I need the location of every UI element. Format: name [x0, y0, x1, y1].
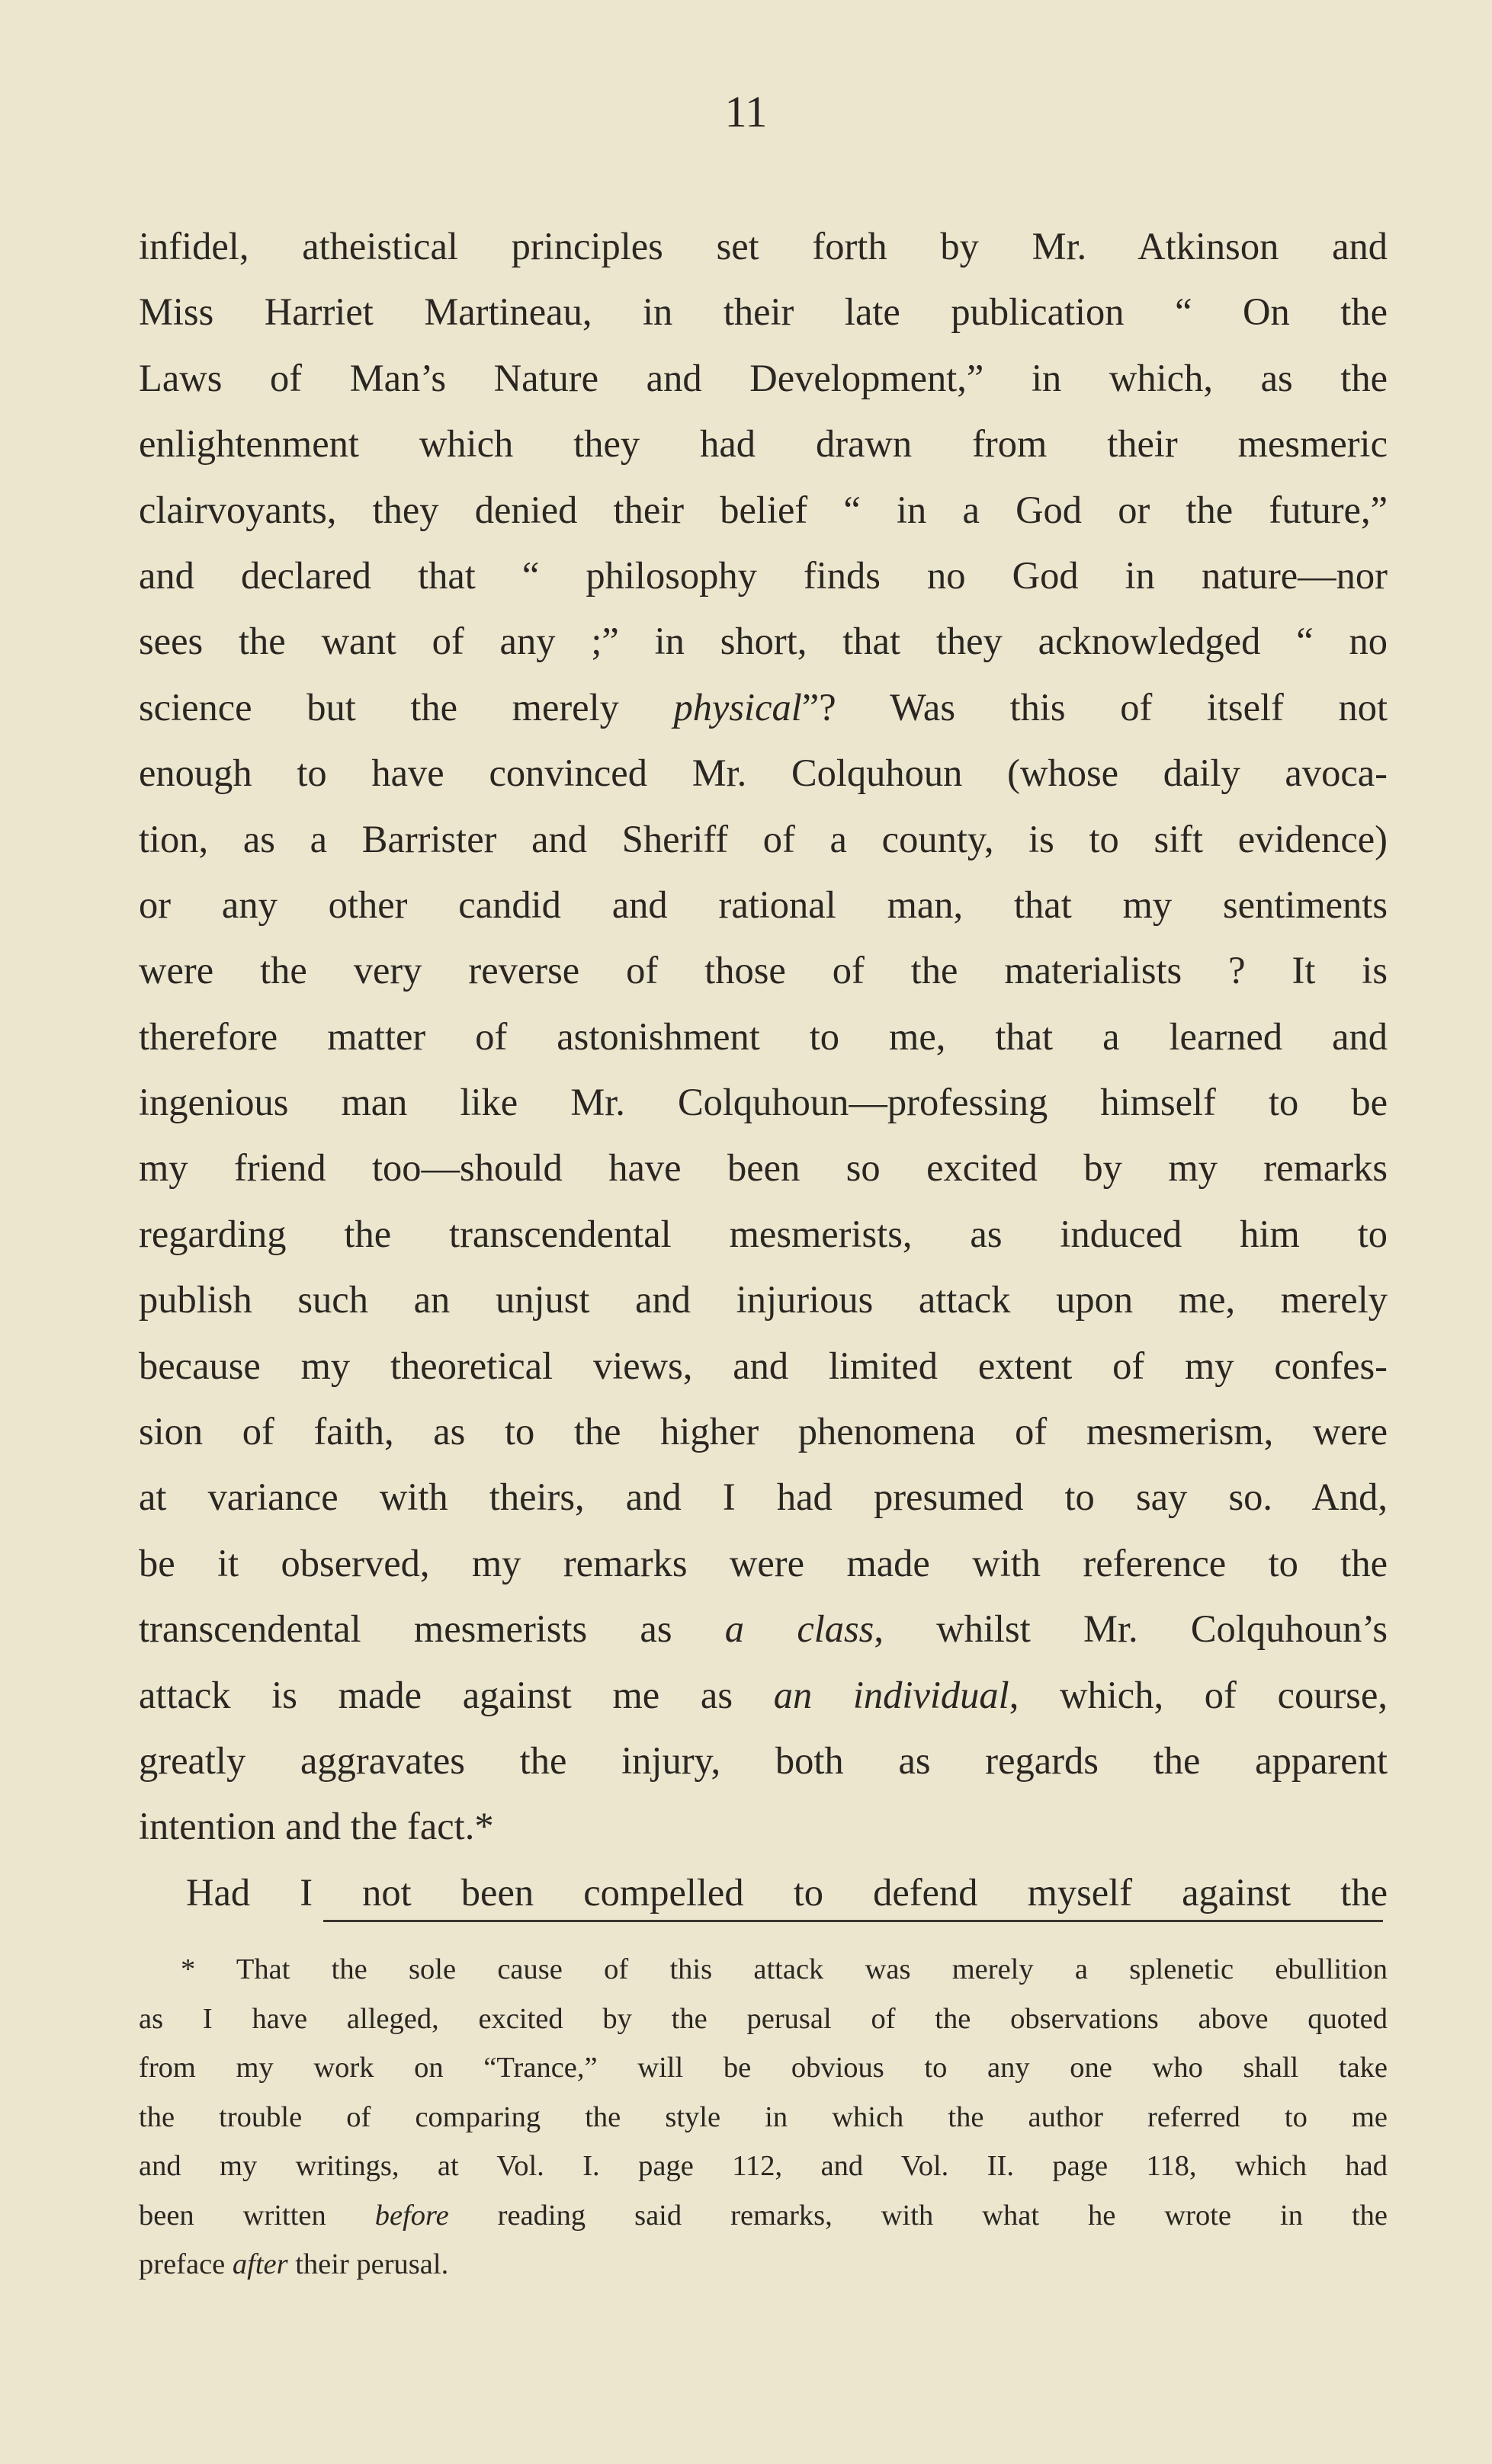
paragraph-start-line: Had I not been compelled to defend myself against the — [186, 1870, 1388, 1914]
footnote-line: * That the sole cause of this attack was merely a splenetic ebullition — [181, 1953, 1388, 1985]
text-segment: science but the merely — [139, 685, 674, 729]
text-line — [139, 674, 1388, 740]
text-line: therefore matter of astonishment to me, that a learned and — [139, 1014, 1388, 1058]
text-line: because my theoretical views, and limited extent of my confes- — [139, 1344, 1388, 1387]
text-line: be it observed, my remarks were made with reference to the — [139, 1541, 1388, 1584]
text-segment: , which, of course, — [1009, 1673, 1388, 1716]
text-line: regarding the transcendental mesmerists, as induced him to — [139, 1212, 1388, 1255]
text-segment: reading said remarks, with what he wrote in the — [448, 2199, 1388, 2232]
text-line — [139, 1596, 1388, 1661]
footnote-line: as I have alleged, excited by the perusal of the observations above quoted — [139, 2002, 1388, 2035]
footnote-line — [139, 2191, 1388, 2241]
text-line: or any other candid and rational man, that my sentiments — [139, 883, 1388, 926]
text-line: enough to have convinced Mr. Colquhoun (whose daily avoca- — [139, 751, 1388, 795]
footnote-line: from my work on “Trance,” will be obvious to any one who shall take — [139, 2052, 1388, 2084]
text-line: at variance with theirs, and I had presumed to say so. And, — [139, 1476, 1388, 1519]
text-line — [139, 1662, 1388, 1728]
footnote-rule — [323, 1920, 1383, 1922]
footnote-line — [139, 2240, 1388, 2289]
text-segment: been written — [139, 2199, 375, 2232]
text-line: clairvoyants, they denied their belief “ in a God or the future,” — [139, 488, 1388, 531]
paragraph-end-line: intention and the fact.* — [139, 1805, 494, 1848]
page-number: 11 — [724, 87, 768, 136]
italic-text: an individual — [773, 1673, 1009, 1716]
text-line: Laws of Man’s Nature and Development,” in which, as the — [139, 356, 1388, 399]
italic-text: before — [374, 2199, 449, 2232]
text-line: enlightenment which they had drawn from their mesmeric — [139, 422, 1388, 466]
text-line: Miss Harriet Martineau, in their late publication “ On the — [139, 290, 1388, 334]
text-line: my friend too—should have been so excited by my remarks — [139, 1146, 1388, 1190]
footnote — [139, 1945, 1388, 2289]
text-line: tion, as a Barrister and Sheriff of a county, is to sift evidence) — [139, 817, 1388, 860]
footnote-line: the trouble of comparing the style in which the author referred to me — [139, 2100, 1388, 2133]
italic-text: physical — [673, 685, 802, 729]
footnote-line: and my writings, at Vol. I. page 112, and Vol. II. page 118, which had — [139, 2150, 1388, 2182]
text-line: greatly aggravates the injury, both as regards the apparent — [139, 1738, 1388, 1782]
text-segment: attack is made against me as — [139, 1673, 774, 1716]
italic-text: a class — [724, 1607, 874, 1651]
text-line: were the very reverse of those of the materialists ? It is — [139, 949, 1388, 992]
text-line: infidel, atheistical principles set forth by Mr. Atkinson and — [139, 225, 1388, 268]
text-line: sees the want of any ;” in short, that they acknowledged “ no — [139, 620, 1388, 663]
text-line: sion of faith, as to the higher phenomena of mesmerism, were — [139, 1410, 1388, 1453]
text-segment: their perusal. — [287, 2248, 449, 2280]
text-segment: transcendental mesmerists as — [139, 1607, 725, 1651]
text-line: publish such an unjust and injurious attack upon me, merely — [139, 1278, 1388, 1322]
body-text — [139, 213, 1388, 1925]
text-line: ingenious man like Mr. Colquhoun—professing himself to be — [139, 1081, 1388, 1124]
italic-text: after — [232, 2248, 288, 2280]
text-segment: ”? Was this of itself not — [801, 685, 1388, 729]
text-segment: preface — [139, 2248, 233, 2280]
text-segment: , whilst Mr. Colquhoun’s — [874, 1607, 1388, 1651]
text-line: and declared that “ philosophy finds no God in nature—nor — [139, 553, 1388, 597]
